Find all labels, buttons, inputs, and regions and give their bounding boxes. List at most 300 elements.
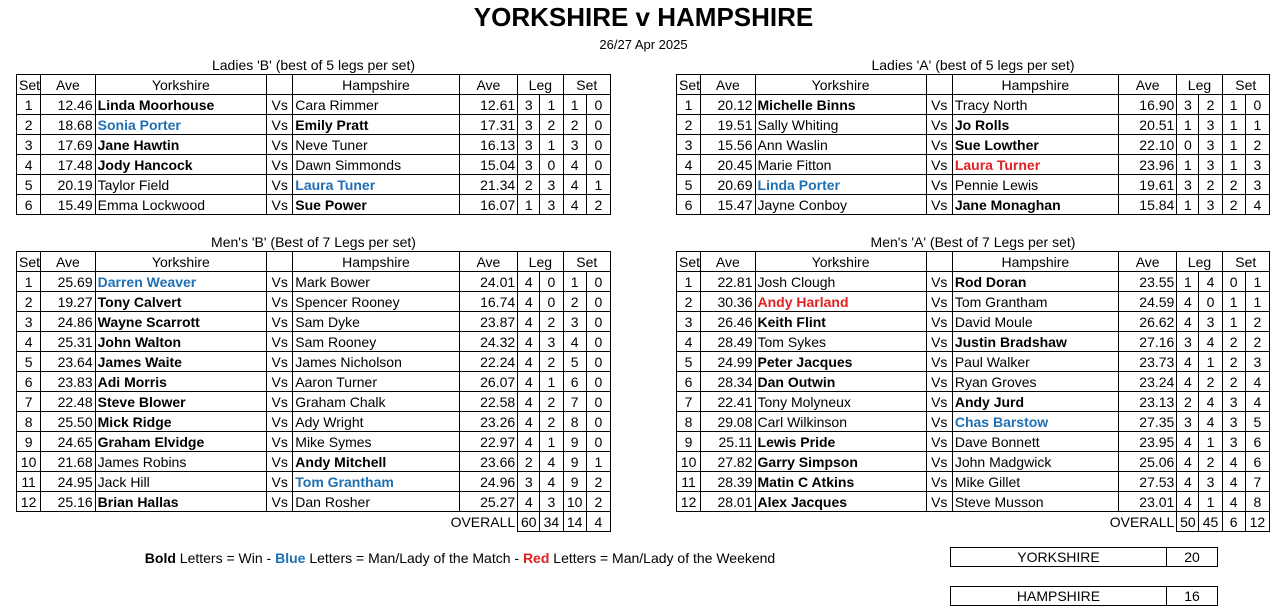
overall-value: 12 [1245, 512, 1269, 532]
hampshire-sets: 4 [1245, 372, 1269, 392]
vs-label: Vs [267, 492, 293, 512]
hampshire-player: Justin Bradshaw [952, 332, 1118, 352]
yorkshire-sets: 3 [563, 312, 586, 332]
yorkshire-sets: 1 [1222, 292, 1245, 312]
vs-label: Vs [267, 95, 293, 115]
yorkshire-legs: 4 [1177, 472, 1199, 492]
set-number: 9 [677, 432, 701, 452]
hampshire-player: John Madgwick [952, 452, 1118, 472]
hampshire-legs: 1 [540, 372, 563, 392]
set-number: 2 [17, 292, 41, 312]
yorkshire-average: 17.48 [41, 155, 95, 175]
yorkshire-player: Keith Flint [755, 312, 926, 332]
yorkshire-legs: 4 [1177, 352, 1199, 372]
hampshire-legs: 0 [540, 272, 563, 292]
results-table-mens-b [16, 251, 611, 532]
hampshire-player: Andy Jurd [952, 392, 1118, 412]
table-row [17, 432, 611, 452]
hampshire-average: 26.07 [459, 372, 517, 392]
yorkshire-average: 21.68 [41, 452, 95, 472]
yorkshire-average: 25.11 [701, 432, 755, 452]
overall-value: 50 [1177, 512, 1199, 532]
overall-value: 6 [1222, 512, 1245, 532]
yorkshire-sets: 4 [563, 195, 586, 215]
hampshire-legs: 1 [1199, 432, 1222, 452]
hampshire-legs: 3 [540, 175, 563, 195]
col-header-blank [926, 252, 952, 272]
hampshire-player: Neve Tuner [293, 135, 459, 155]
vs-label: Vs [926, 472, 952, 492]
set-number: 5 [17, 352, 41, 372]
yorkshire-player: Wayne Scarrott [95, 312, 266, 332]
yorkshire-average: 15.56 [701, 135, 755, 155]
legend-text-2: Letters = Man/Lady of the Match - [305, 550, 523, 566]
vs-label: Vs [267, 432, 293, 452]
hampshire-player: Sam Rooney [293, 332, 459, 352]
hampshire-sets: 0 [586, 155, 610, 175]
table-row [677, 195, 1270, 215]
yorkshire-legs: 3 [1177, 175, 1199, 195]
hampshire-sets: 2 [586, 472, 610, 492]
hampshire-average: 22.97 [459, 432, 517, 452]
hampshire-average: 27.16 [1118, 332, 1176, 352]
hampshire-average: 16.07 [459, 195, 517, 215]
yorkshire-player: Linda Porter [755, 175, 926, 195]
yorkshire-average: 28.34 [701, 372, 755, 392]
table-row [17, 135, 611, 155]
yorkshire-average: 15.47 [701, 195, 755, 215]
yorkshire-legs: 3 [1177, 332, 1199, 352]
hampshire-legs: 2 [1199, 175, 1222, 195]
yorkshire-player: Carl Wilkinson [755, 412, 926, 432]
hampshire-sets: 2 [586, 492, 610, 512]
overall-value: 34 [540, 512, 563, 532]
set-number: 3 [677, 312, 701, 332]
vs-label: Vs [267, 452, 293, 472]
hampshire-average: 22.58 [459, 392, 517, 412]
hampshire-sets: 2 [1245, 332, 1269, 352]
hampshire-player: Dave Bonnett [952, 432, 1118, 452]
table-row [677, 312, 1270, 332]
vs-label: Vs [267, 312, 293, 332]
col-header-ave: Ave [459, 252, 517, 272]
total-hampshire [950, 586, 1218, 606]
set-number: 10 [677, 452, 701, 472]
yorkshire-player: Brian Hallas [95, 492, 266, 512]
header-row [677, 75, 1270, 95]
yorkshire-sets: 2 [1222, 352, 1245, 372]
table-row [17, 352, 611, 372]
col-header-set: Set [677, 252, 701, 272]
yorkshire-player: Taylor Field [95, 175, 266, 195]
vs-label: Vs [926, 95, 952, 115]
yorkshire-legs: 4 [1177, 312, 1199, 332]
yorkshire-legs: 4 [518, 432, 540, 452]
col-header-hampshire: Hampshire [952, 252, 1118, 272]
set-number: 5 [17, 175, 41, 195]
yorkshire-sets: 1 [563, 272, 586, 292]
yorkshire-sets: 2 [1222, 332, 1245, 352]
hampshire-average: 23.26 [459, 412, 517, 432]
hampshire-player: Steve Musson [952, 492, 1118, 512]
hampshire-player: Emily Pratt [293, 115, 459, 135]
set-number: 10 [17, 452, 41, 472]
table-row [677, 352, 1270, 372]
yorkshire-legs: 3 [1177, 95, 1199, 115]
set-number: 3 [17, 312, 41, 332]
yorkshire-player: Jack Hill [95, 472, 266, 492]
yorkshire-sets: 1 [1222, 155, 1245, 175]
yorkshire-legs: 4 [1177, 292, 1199, 312]
hampshire-sets: 0 [586, 392, 610, 412]
hampshire-average: 23.01 [1118, 492, 1176, 512]
hampshire-sets: 0 [586, 135, 610, 155]
set-number: 4 [677, 155, 701, 175]
yorkshire-sets: 4 [1222, 472, 1245, 492]
set-number: 5 [677, 352, 701, 372]
vs-label: Vs [267, 392, 293, 412]
vs-label: Vs [926, 155, 952, 175]
yorkshire-player: Steve Blower [95, 392, 266, 412]
yorkshire-average: 28.39 [701, 472, 755, 492]
yorkshire-legs: 4 [518, 412, 540, 432]
hampshire-sets: 3 [1245, 352, 1269, 372]
table-row [17, 492, 611, 512]
yorkshire-sets: 4 [1222, 492, 1245, 512]
yorkshire-player: Sally Whiting [755, 115, 926, 135]
yorkshire-average: 29.08 [701, 412, 755, 432]
hampshire-legs: 2 [540, 312, 563, 332]
hampshire-average: 23.24 [1118, 372, 1176, 392]
hampshire-sets: 0 [586, 432, 610, 452]
yorkshire-sets: 1 [1222, 135, 1245, 155]
col-header-set: Set [563, 252, 610, 272]
yorkshire-legs: 1 [1177, 195, 1199, 215]
yorkshire-average: 30.36 [701, 292, 755, 312]
yorkshire-average: 17.69 [41, 135, 95, 155]
col-header-ave: Ave [41, 75, 95, 95]
hampshire-legs: 3 [1199, 312, 1222, 332]
hampshire-player: Pennie Lewis [952, 175, 1118, 195]
hampshire-player: Rod Doran [952, 272, 1118, 292]
caption-mens-a: Men's 'A' (Best of 7 Legs per set) [870, 234, 1076, 250]
hampshire-player: Andy Mitchell [293, 452, 459, 472]
yorkshire-sets: 1 [563, 95, 586, 115]
hampshire-average: 24.01 [459, 272, 517, 292]
table-row [677, 392, 1270, 412]
hampshire-average: 27.35 [1118, 412, 1176, 432]
col-header-yorkshire: Yorkshire [755, 252, 926, 272]
hampshire-average: 21.34 [459, 175, 517, 195]
hampshire-legs: 2 [540, 412, 563, 432]
hampshire-average: 25.06 [1118, 452, 1176, 472]
table-row [677, 372, 1270, 392]
col-header-leg: Leg [518, 252, 563, 272]
hampshire-average: 22.10 [1118, 135, 1176, 155]
hampshire-average: 27.53 [1118, 472, 1176, 492]
hampshire-legs: 2 [540, 115, 563, 135]
col-header-set: Set [677, 75, 701, 95]
vs-label: Vs [267, 372, 293, 392]
overall-value: 45 [1199, 512, 1222, 532]
hampshire-sets: 8 [1245, 492, 1269, 512]
hampshire-average: 23.73 [1118, 352, 1176, 372]
vs-label: Vs [926, 272, 952, 292]
set-number: 12 [17, 492, 41, 512]
hampshire-sets: 1 [1245, 272, 1269, 292]
set-number: 2 [17, 115, 41, 135]
yorkshire-average: 12.46 [41, 95, 95, 115]
vs-label: Vs [926, 135, 952, 155]
hampshire-average: 22.24 [459, 352, 517, 372]
col-header-ave: Ave [41, 252, 95, 272]
hampshire-legs: 4 [1199, 412, 1222, 432]
yorkshire-sets: 3 [563, 135, 586, 155]
hampshire-average: 16.90 [1118, 95, 1176, 115]
yorkshire-sets: 3 [1222, 412, 1245, 432]
hampshire-legs: 3 [1199, 195, 1222, 215]
yorkshire-sets: 8 [563, 412, 586, 432]
header-row [17, 252, 611, 272]
hampshire-player: Graham Chalk [293, 392, 459, 412]
col-header-ave: Ave [459, 75, 517, 95]
hampshire-legs: 0 [1199, 292, 1222, 312]
hampshire-sets: 0 [586, 312, 610, 332]
yorkshire-legs: 4 [518, 312, 540, 332]
hampshire-legs: 1 [1199, 352, 1222, 372]
set-number: 1 [17, 95, 41, 115]
col-header-leg: Leg [518, 75, 563, 95]
yorkshire-player: Tony Molyneux [755, 392, 926, 412]
table-row [17, 155, 611, 175]
yorkshire-legs: 4 [518, 392, 540, 412]
hampshire-legs: 4 [540, 472, 563, 492]
col-header-leg: Leg [1177, 75, 1222, 95]
table-row [17, 272, 611, 292]
vs-label: Vs [267, 135, 293, 155]
col-header-blank [267, 75, 293, 95]
yorkshire-sets: 2 [1222, 372, 1245, 392]
hampshire-average: 24.32 [459, 332, 517, 352]
yorkshire-player: Jody Hancock [95, 155, 266, 175]
yorkshire-player: Emma Lockwood [95, 195, 266, 215]
yorkshire-sets: 2 [1222, 195, 1245, 215]
vs-label: Vs [267, 115, 293, 135]
hampshire-sets: 1 [1245, 292, 1269, 312]
total-team-name: YORKSHIRE [951, 548, 1167, 567]
set-number: 6 [17, 195, 41, 215]
vs-label: Vs [267, 272, 293, 292]
hampshire-legs: 3 [540, 332, 563, 352]
hampshire-legs: 1 [540, 432, 563, 452]
hampshire-sets: 1 [586, 175, 610, 195]
hampshire-player: Mike Gillet [952, 472, 1118, 492]
yorkshire-legs: 3 [518, 95, 540, 115]
results-table-mens-a [676, 251, 1270, 532]
overall-label: OVERALL [450, 513, 516, 530]
table-row [677, 272, 1270, 292]
table-row [677, 292, 1270, 312]
yorkshire-average: 24.65 [41, 432, 95, 452]
hampshire-legs: 4 [1199, 272, 1222, 292]
yorkshire-average: 25.69 [41, 272, 95, 292]
hampshire-player: Chas Barstow [952, 412, 1118, 432]
hampshire-sets: 5 [1245, 412, 1269, 432]
yorkshire-legs: 1 [1177, 155, 1199, 175]
hampshire-average: 23.95 [1118, 432, 1176, 452]
overall-row [17, 512, 611, 532]
hampshire-sets: 6 [1245, 452, 1269, 472]
hampshire-legs: 4 [1199, 332, 1222, 352]
yorkshire-average: 19.51 [701, 115, 755, 135]
hampshire-average: 24.59 [1118, 292, 1176, 312]
vs-label: Vs [267, 175, 293, 195]
col-header-hampshire: Hampshire [293, 75, 459, 95]
hampshire-sets: 4 [1245, 195, 1269, 215]
overall-value: 60 [518, 512, 540, 532]
vs-label: Vs [926, 175, 952, 195]
hampshire-player: Cara Rimmer [293, 95, 459, 115]
hampshire-legs: 2 [1199, 372, 1222, 392]
col-header-blank [926, 75, 952, 95]
legend-text-1: Letters = Win - [175, 550, 276, 566]
legend [0, 550, 920, 566]
yorkshire-legs: 4 [518, 332, 540, 352]
yorkshire-legs: 4 [518, 492, 540, 512]
hampshire-player: Laura Tuner [293, 175, 459, 195]
yorkshire-player: Lewis Pride [755, 432, 926, 452]
yorkshire-legs: 4 [518, 372, 540, 392]
yorkshire-player: Peter Jacques [755, 352, 926, 372]
hampshire-sets: 2 [1245, 135, 1269, 155]
hampshire-average: 23.55 [1118, 272, 1176, 292]
hampshire-legs: 2 [540, 352, 563, 372]
yorkshire-legs: 4 [1177, 372, 1199, 392]
hampshire-player: James Nicholson [293, 352, 459, 372]
col-header-ave: Ave [701, 252, 755, 272]
yorkshire-player: Tony Calvert [95, 292, 266, 312]
page-title: YORKSHIRE v HAMPSHIRE [473, 2, 814, 32]
yorkshire-player: Dan Outwin [755, 372, 926, 392]
overall-value: 4 [586, 512, 610, 532]
hampshire-sets: 6 [1245, 432, 1269, 452]
vs-label: Vs [267, 472, 293, 492]
hampshire-sets: 0 [586, 115, 610, 135]
hampshire-sets: 0 [586, 272, 610, 292]
legend-blue: Blue [275, 550, 306, 566]
legend-bold: Bold [144, 550, 176, 566]
hampshire-player: Paul Walker [952, 352, 1118, 372]
yorkshire-average: 24.99 [701, 352, 755, 372]
yorkshire-sets: 10 [563, 492, 586, 512]
hampshire-player: Dan Rosher [293, 492, 459, 512]
vs-label: Vs [267, 195, 293, 215]
table-row [677, 135, 1270, 155]
yorkshire-average: 22.48 [41, 392, 95, 412]
hampshire-sets: 1 [586, 452, 610, 472]
set-number: 7 [677, 392, 701, 412]
hampshire-legs: 3 [540, 195, 563, 215]
col-header-yorkshire: Yorkshire [95, 252, 266, 272]
yorkshire-sets: 3 [1222, 392, 1245, 412]
yorkshire-average: 25.16 [41, 492, 95, 512]
col-header-set: Set [1222, 75, 1269, 95]
yorkshire-average: 18.68 [41, 115, 95, 135]
hampshire-legs: 1 [540, 135, 563, 155]
hampshire-legs: 4 [540, 452, 563, 472]
vs-label: Vs [926, 115, 952, 135]
table-row [677, 115, 1270, 135]
hampshire-player: Aaron Turner [293, 372, 459, 392]
col-header-set: Set [1222, 252, 1269, 272]
col-header-hampshire: Hampshire [952, 75, 1118, 95]
vs-label: Vs [926, 332, 952, 352]
vs-label: Vs [267, 155, 293, 175]
hampshire-average: 16.74 [459, 292, 517, 312]
yorkshire-sets: 2 [1222, 175, 1245, 195]
set-number: 11 [677, 472, 701, 492]
yorkshire-legs: 3 [518, 115, 540, 135]
hampshire-player: Sue Power [293, 195, 459, 215]
vs-label: Vs [926, 292, 952, 312]
set-number: 1 [677, 272, 701, 292]
vs-label: Vs [926, 492, 952, 512]
yorkshire-player: Linda Moorhouse [95, 95, 266, 115]
set-number: 11 [17, 472, 41, 492]
col-header-ave: Ave [1118, 252, 1176, 272]
hampshire-sets: 4 [1245, 392, 1269, 412]
yorkshire-sets: 3 [1222, 432, 1245, 452]
hampshire-player: Spencer Rooney [293, 292, 459, 312]
table-row [17, 312, 611, 332]
table-row [17, 332, 611, 352]
yorkshire-player: Jayne Conboy [755, 195, 926, 215]
col-header-leg: Leg [1177, 252, 1222, 272]
hampshire-player: Sam Dyke [293, 312, 459, 332]
header-row [17, 75, 611, 95]
yorkshire-legs: 0 [1177, 135, 1199, 155]
yorkshire-player: Garry Simpson [755, 452, 926, 472]
vs-label: Vs [267, 352, 293, 372]
hampshire-average: 19.61 [1118, 175, 1176, 195]
vs-label: Vs [926, 412, 952, 432]
set-number: 5 [677, 175, 701, 195]
yorkshire-legs: 4 [518, 352, 540, 372]
total-score: 16 [1167, 587, 1218, 606]
hampshire-average: 23.87 [459, 312, 517, 332]
set-number: 1 [677, 95, 701, 115]
total-team-name: HAMPSHIRE [951, 587, 1167, 606]
hampshire-player: Mark Bower [293, 272, 459, 292]
vs-label: Vs [926, 392, 952, 412]
set-number: 4 [17, 155, 41, 175]
hampshire-player: Tom Grantham [952, 292, 1118, 312]
yorkshire-legs: 2 [518, 175, 540, 195]
table-row [677, 492, 1270, 512]
col-header-yorkshire: Yorkshire [755, 75, 926, 95]
results-table-ladies-a [676, 74, 1270, 215]
yorkshire-average: 19.27 [41, 292, 95, 312]
yorkshire-average: 22.81 [701, 272, 755, 292]
yorkshire-average: 20.69 [701, 175, 755, 195]
hampshire-legs: 1 [1199, 492, 1222, 512]
hampshire-average: 17.31 [459, 115, 517, 135]
hampshire-average: 15.84 [1118, 195, 1176, 215]
yorkshire-player: Alex Jacques [755, 492, 926, 512]
hampshire-player: Laura Turner [952, 155, 1118, 175]
yorkshire-average: 27.82 [701, 452, 755, 472]
set-number: 8 [17, 412, 41, 432]
